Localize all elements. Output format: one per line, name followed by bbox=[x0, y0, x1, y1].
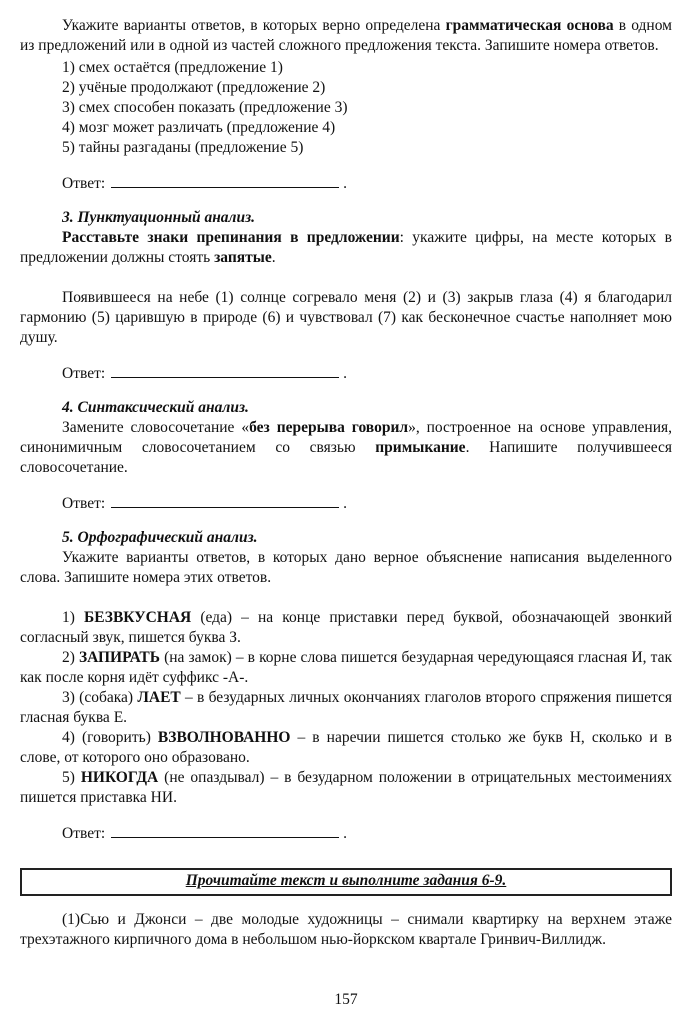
read-text-banner bbox=[20, 868, 672, 896]
answer-blank bbox=[111, 494, 339, 508]
answer-label: Ответ: bbox=[62, 825, 106, 842]
task5-item-4 bbox=[20, 728, 672, 768]
task5-intro-paragraph: Укажите варианты ответов, в которых дано верное объяснение написания выделенного слова. Запишите номера этих ответов. bbox=[20, 549, 672, 586]
answer-blank bbox=[111, 364, 339, 378]
task5-item-5 bbox=[20, 768, 672, 808]
task5-item-1-bold: БЕЗВКУСНАЯ bbox=[84, 609, 192, 626]
task5-item-3-post: – в безударных личных окончаниях глаголов второго спряжения пишется гласная буква Е. bbox=[20, 689, 672, 726]
task4-answer-line bbox=[20, 494, 672, 514]
task5-item-2-post: (на замок) – в корне слова пишется безударная чередующаяся гласная И, так как после корня идёт суффикс -А-. bbox=[20, 649, 672, 686]
answer-blank bbox=[111, 174, 339, 188]
task4-text-1: Замените словосочетание « bbox=[62, 419, 250, 436]
task2-option-5: 5) тайны разгаданы (предложение 5) bbox=[62, 139, 304, 156]
task5-item-5-post: (не опаздывал) – в безударном положении в отрицательных местоимениях пишется приставка НИ. bbox=[20, 769, 672, 806]
task2-intro-paragraph bbox=[20, 16, 672, 56]
task3-heading: 3. Пунктуационный анализ. bbox=[62, 209, 256, 226]
page-number: 157 bbox=[334, 991, 358, 1008]
task5-item-5-bold: НИКОГДА bbox=[80, 769, 159, 786]
task5-item-3-pre: 3) (собака) bbox=[62, 689, 138, 706]
task5-answer-line bbox=[20, 824, 672, 844]
answer-period: . bbox=[343, 365, 348, 382]
answer-period: . bbox=[343, 825, 348, 842]
task2-option-4: 4) мозг может различать (предложение 4) bbox=[62, 119, 336, 136]
task5-item-4-bold: ВЗВОЛНОВАННО bbox=[157, 729, 291, 746]
task2-answer-line bbox=[20, 174, 672, 194]
task3-instruction-bold-1: Расставьте знаки препинания в предложении bbox=[62, 229, 400, 246]
task4-bold-2: примыкание bbox=[375, 439, 466, 456]
task5-item-1 bbox=[20, 608, 672, 648]
task5-item-4-pre: 4) (говорить) bbox=[62, 729, 158, 746]
task3-answer-line bbox=[20, 364, 672, 384]
task5-item-2-pre: 2) bbox=[62, 649, 79, 666]
task2-option-3: 3) смех способен показать (предложение 3) bbox=[62, 99, 348, 116]
task2-options-list bbox=[20, 58, 672, 158]
task3-instruction-bold-2: запятые bbox=[214, 249, 272, 266]
task5-item-2-bold: ЗАПИРАТЬ bbox=[79, 649, 161, 666]
task2-intro-text-1: Укажите варианты ответов, в которых верно определена bbox=[62, 17, 446, 34]
task5-heading: 5. Орфографический анализ. bbox=[62, 529, 258, 546]
task3-instruction-mid: : укажите цифры, на месте которых в предложении должны стоять bbox=[20, 229, 672, 266]
task2-intro-text-2: в одном из предложений или в одной из частей сложного предложения текста. Запишите номера ответов. bbox=[20, 17, 672, 54]
task5-item-1-pre: 1) bbox=[62, 609, 84, 626]
task2-intro-bold: грамматическая основа bbox=[445, 17, 614, 34]
answer-period: . bbox=[343, 175, 348, 192]
answer-period: . bbox=[343, 495, 348, 512]
task5-item-4-post: – в наречии пишется столько же букв Н, сколько и в слове, от которого оно образовано. bbox=[20, 729, 673, 766]
task3-instruction-paragraph bbox=[20, 228, 672, 268]
task4-text-3: . Напишите получившееся словосочетание. bbox=[20, 439, 672, 476]
task5-item-3-bold: ЛАЕТ bbox=[137, 689, 181, 706]
task3-instruction-end: . bbox=[271, 249, 276, 266]
answer-label: Ответ: bbox=[62, 365, 106, 382]
answer-label: Ответ: bbox=[62, 495, 106, 512]
task3-sentence-paragraph: Появившееся на небе (1) солнце согревало меня (2) и (3) закрыв глаза (4) я благодарил гармонию (5) царившую в природе (6) и чувствовал (7) как бесконечное счастье наполняет мою душу. bbox=[20, 289, 672, 346]
read-text-banner-label: Прочитайте текст и выполните задания 6-9. bbox=[185, 872, 507, 889]
text-intro-paragraph: (1)Сью и Джонси – две молодые художницы – снимали квартирку на верхнем этаже трехэтажного кирпичного дома в небольшом нью-йоркском квартале Гринвич-Виллидж. bbox=[20, 911, 672, 948]
task4-heading: 4. Синтаксический анализ. bbox=[62, 399, 249, 416]
answer-label: Ответ: bbox=[62, 175, 106, 192]
task5-item-5-pre: 5) bbox=[62, 769, 81, 786]
answer-blank bbox=[111, 824, 339, 838]
task5-item-3 bbox=[20, 688, 672, 728]
task4-instruction-paragraph bbox=[20, 418, 672, 478]
task4-text-2: », построенное на основе управления, синонимичным словосочетанием со связью bbox=[20, 419, 673, 456]
task2-option-1: 1) смех остаётся (предложение 1) bbox=[62, 59, 283, 76]
task5-item-2 bbox=[20, 648, 672, 688]
task5-item-1-post: (еда) – на конце приставки перед буквой, обозначающей звонкий согласный звук, пишется буква З. bbox=[20, 609, 672, 646]
task4-bold-1: без перерыва говорил bbox=[249, 419, 409, 436]
task2-option-2: 2) учёные продолжают (предложение 2) bbox=[62, 79, 326, 96]
